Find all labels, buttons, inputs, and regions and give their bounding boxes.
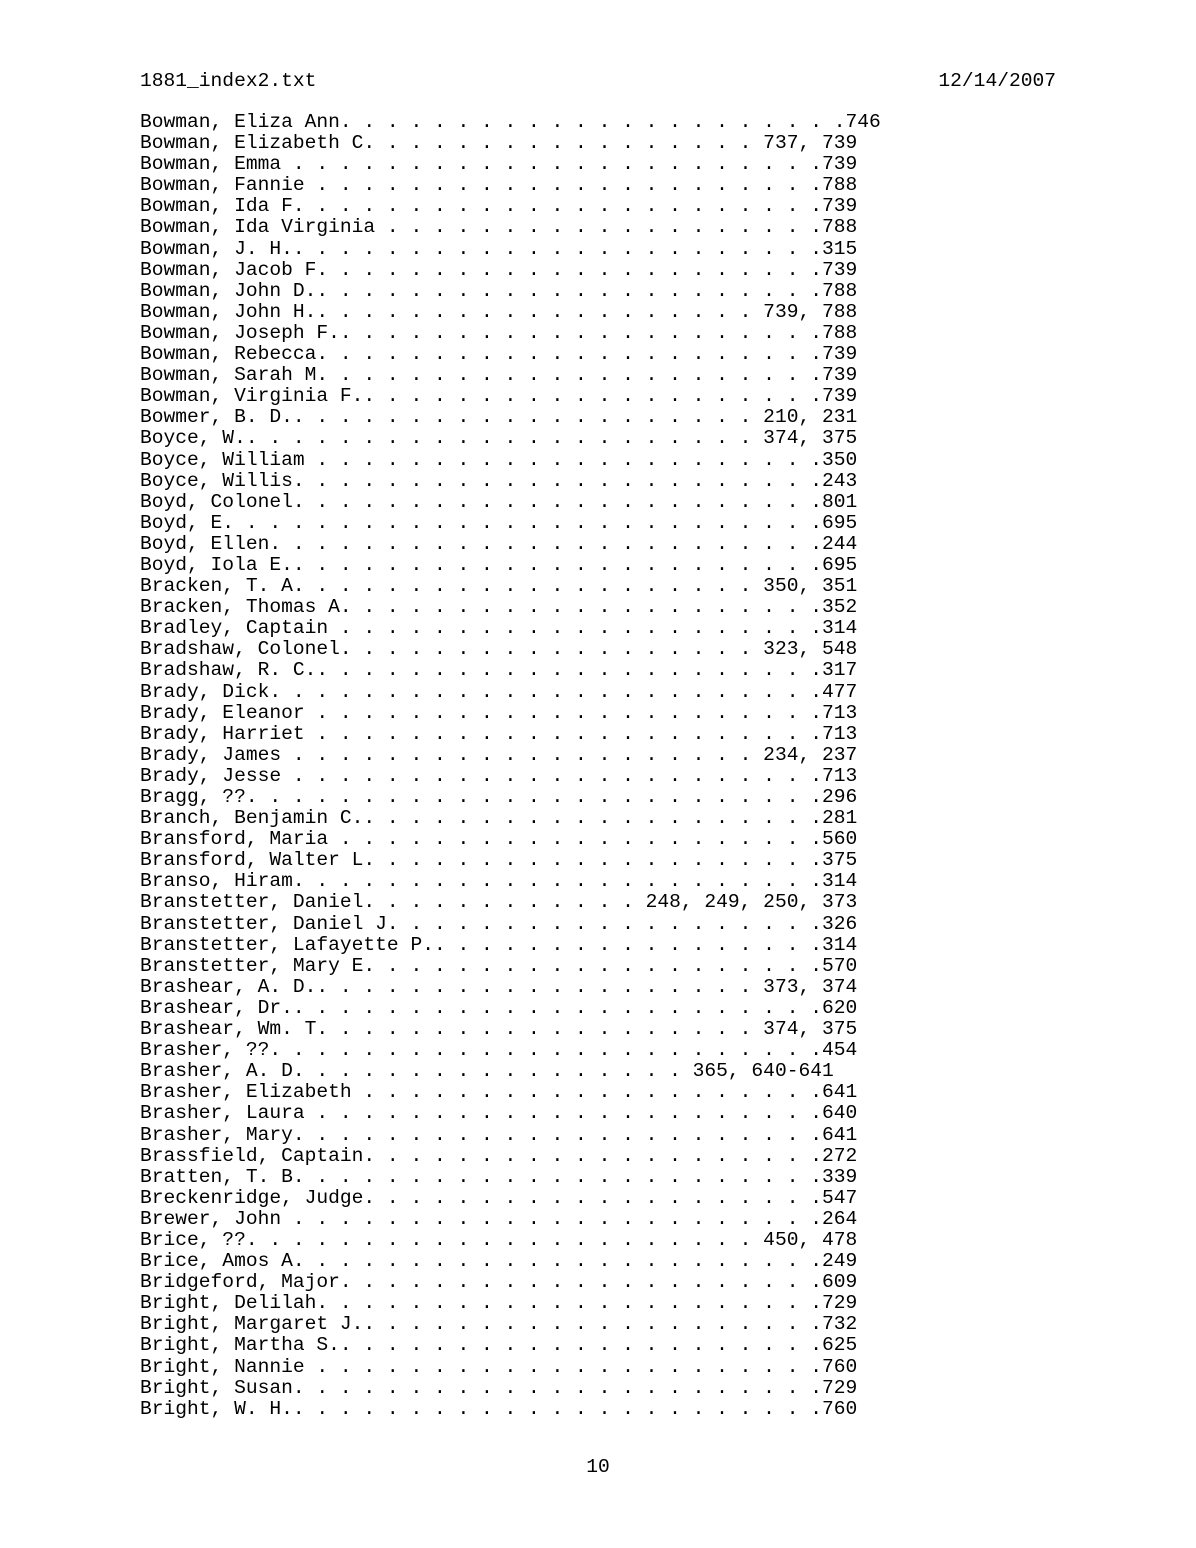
index-entry: Bracken, Thomas A. . . . . . . . . . . . . . . . . . . . .352	[140, 597, 858, 619]
index-entry: Brasher, Mary. . . . . . . . . . . . . . . . . . . . . . .641	[140, 1124, 858, 1146]
index-entry: Bowman, Emma . . . . . . . . . . . . . . . . . . . . . . .739	[140, 154, 858, 176]
index-entry: Bowman, Ida Virginia . . . . . . . . . . . . . . . . . . .788	[140, 217, 858, 239]
index-entry: Brashear, A. D.. . . . . . . . . . . . . . . . . . . 373, 374	[140, 976, 858, 998]
index-entry: Brady, Eleanor . . . . . . . . . . . . . . . . . . . . . .713	[140, 702, 858, 724]
name-index-list	[140, 112, 904, 1420]
index-entry: Bowman, Fannie . . . . . . . . . . . . . . . . . . . . . .788	[140, 175, 858, 197]
index-entry: Brice, ??. . . . . . . . . . . . . . . . . . . . . . 450, 478	[140, 1229, 858, 1251]
index-entry: Boyce, William . . . . . . . . . . . . . . . . . . . . . .350	[140, 449, 858, 471]
index-entry: Branstetter, Daniel. . . . . . . . . . . . 248, 249, 250, 373	[140, 892, 858, 914]
index-entry: Brady, Dick. . . . . . . . . . . . . . . . . . . . . . . .477	[140, 681, 858, 703]
index-entry: Brassfield, Captain. . . . . . . . . . . . . . . . . . . .272	[140, 1145, 858, 1167]
document-filename: 1881_index2.txt	[140, 70, 317, 92]
index-entry: Bright, W. H.. . . . . . . . . . . . . . . . . . . . . . .760	[140, 1398, 858, 1420]
index-entry: Bowman, Virginia F.. . . . . . . . . . . . . . . . . . . .739	[140, 386, 858, 408]
index-entry: Brasher, Elizabeth . . . . . . . . . . . . . . . . . . . .641	[140, 1082, 858, 1104]
index-entry: Branstetter, Mary E. . . . . . . . . . . . . . . . . . . .570	[140, 955, 858, 977]
index-entry: Boyd, Iola E.. . . . . . . . . . . . . . . . . . . . . . .695	[140, 554, 858, 576]
index-entry: Branso, Hiram. . . . . . . . . . . . . . . . . . . . . . .314	[140, 871, 858, 893]
index-entry: Boyd, Ellen. . . . . . . . . . . . . . . . . . . . . . . .244	[140, 533, 858, 555]
index-entry: Brady, James . . . . . . . . . . . . . . . . . . . . 234, 237	[140, 744, 858, 766]
index-entry: Bright, Susan. . . . . . . . . . . . . . . . . . . . . . .729	[140, 1377, 858, 1399]
index-entry: Bowman, Sarah M. . . . . . . . . . . . . . . . . . . . . .739	[140, 365, 858, 387]
index-entry: Bowman, Eliza Ann. . . . . . . . . . . . . . . . . . . . . .746	[140, 112, 881, 133]
index-entry: Brasher, ??. . . . . . . . . . . . . . . . . . . . . . . .454	[140, 1040, 858, 1062]
index-entry: Branstetter, Lafayette P.. . . . . . . . . . . . . . . . .314	[140, 934, 858, 956]
index-entry: Bowman, Joseph F.. . . . . . . . . . . . . . . . . . . . .788	[140, 322, 858, 344]
index-entry: Bowman, Rebecca. . . . . . . . . . . . . . . . . . . . . .739	[140, 344, 858, 366]
index-entry: Boyce, Willis. . . . . . . . . . . . . . . . . . . . . . .243	[140, 470, 858, 492]
index-entry: Bright, Nannie . . . . . . . . . . . . . . . . . . . . . .760	[140, 1356, 858, 1378]
page-number: 10	[586, 1456, 610, 1478]
document-date: 12/14/2007	[938, 70, 1056, 92]
index-entry: Bowman, Ida F. . . . . . . . . . . . . . . . . . . . . . .739	[140, 196, 858, 218]
index-entry: Bowmer, B. D.. . . . . . . . . . . . . . . . . . . . 210, 231	[140, 407, 858, 429]
index-entry: Bowman, Elizabeth C. . . . . . . . . . . . . . . . . 737, 739	[140, 133, 858, 155]
index-entry: Bright, Delilah. . . . . . . . . . . . . . . . . . . . . .729	[140, 1293, 858, 1315]
index-entry: Branch, Benjamin C.. . . . . . . . . . . . . . . . . . . .281	[140, 808, 858, 830]
index-entry: Brady, Harriet . . . . . . . . . . . . . . . . . . . . . .713	[140, 723, 858, 745]
index-entry: Brashear, Dr.. . . . . . . . . . . . . . . . . . . . . . .620	[140, 997, 858, 1019]
index-entry: Boyd, Colonel. . . . . . . . . . . . . . . . . . . . . . .801	[140, 491, 858, 513]
index-entry: Bright, Margaret J.. . . . . . . . . . . . . . . . . . . .732	[140, 1314, 858, 1336]
index-entry: Bransford, Maria . . . . . . . . . . . . . . . . . . . . .560	[140, 829, 858, 851]
index-entry: Bratten, T. B. . . . . . . . . . . . . . . . . . . . . . .339	[140, 1166, 858, 1188]
index-entry: Brashear, Wm. T. . . . . . . . . . . . . . . . . . . 374, 375	[140, 1019, 858, 1041]
index-entry: Breckenridge, Judge. . . . . . . . . . . . . . . . . . . .547	[140, 1187, 858, 1209]
index-entry: Bowman, John D.. . . . . . . . . . . . . . . . . . . . . .788	[140, 280, 858, 302]
index-entry: Boyce, W.. . . . . . . . . . . . . . . . . . . . . . 374, 375	[140, 428, 858, 450]
index-entry: Boyd, E. . . . . . . . . . . . . . . . . . . . . . . . . .695	[140, 512, 858, 534]
index-entry: Branstetter, Daniel J. . . . . . . . . . . . . . . . . . .326	[140, 913, 858, 935]
index-entry: Bradshaw, Colonel. . . . . . . . . . . . . . . . . . 323, 548	[140, 639, 858, 661]
index-entry: Bragg, ??. . . . . . . . . . . . . . . . . . . . . . . . .296	[140, 787, 858, 808]
index-entry: Bowman, John H.. . . . . . . . . . . . . . . . . . . 739, 788	[140, 301, 858, 323]
index-entry: Bowman, Jacob F. . . . . . . . . . . . . . . . . . . . . .739	[140, 259, 858, 281]
index-entry: Bowman, J. H.. . . . . . . . . . . . . . . . . . . . . . .315	[140, 238, 858, 260]
index-entry: Brady, Jesse . . . . . . . . . . . . . . . . . . . . . . .713	[140, 765, 858, 787]
index-entry: Bracken, T. A. . . . . . . . . . . . . . . . . . . . 350, 351	[140, 576, 858, 598]
index-entry: Brasher, Laura . . . . . . . . . . . . . . . . . . . . . .640	[140, 1103, 858, 1125]
index-entry: Brice, Amos A. . . . . . . . . . . . . . . . . . . . . . .249	[140, 1251, 858, 1273]
page-header	[140, 68, 1056, 94]
index-entry: Bradshaw, R. C.. . . . . . . . . . . . . . . . . . . . . .317	[140, 660, 858, 682]
index-entry: Bright, Martha S.. . . . . . . . . . . . . . . . . . . . .625	[140, 1335, 858, 1357]
index-entry: Bridgeford, Major. . . . . . . . . . . . . . . . . . . . .609	[140, 1272, 858, 1294]
index-entry: Bradley, Captain . . . . . . . . . . . . . . . . . . . . .314	[140, 618, 858, 640]
index-entry: Brasher, A. D. . . . . . . . . . . . . . . . . 365, 640-641	[140, 1061, 834, 1083]
index-entry: Brewer, John . . . . . . . . . . . . . . . . . . . . . . .264	[140, 1208, 858, 1230]
index-entry: Bransford, Walter L. . . . . . . . . . . . . . . . . . . .375	[140, 850, 858, 872]
